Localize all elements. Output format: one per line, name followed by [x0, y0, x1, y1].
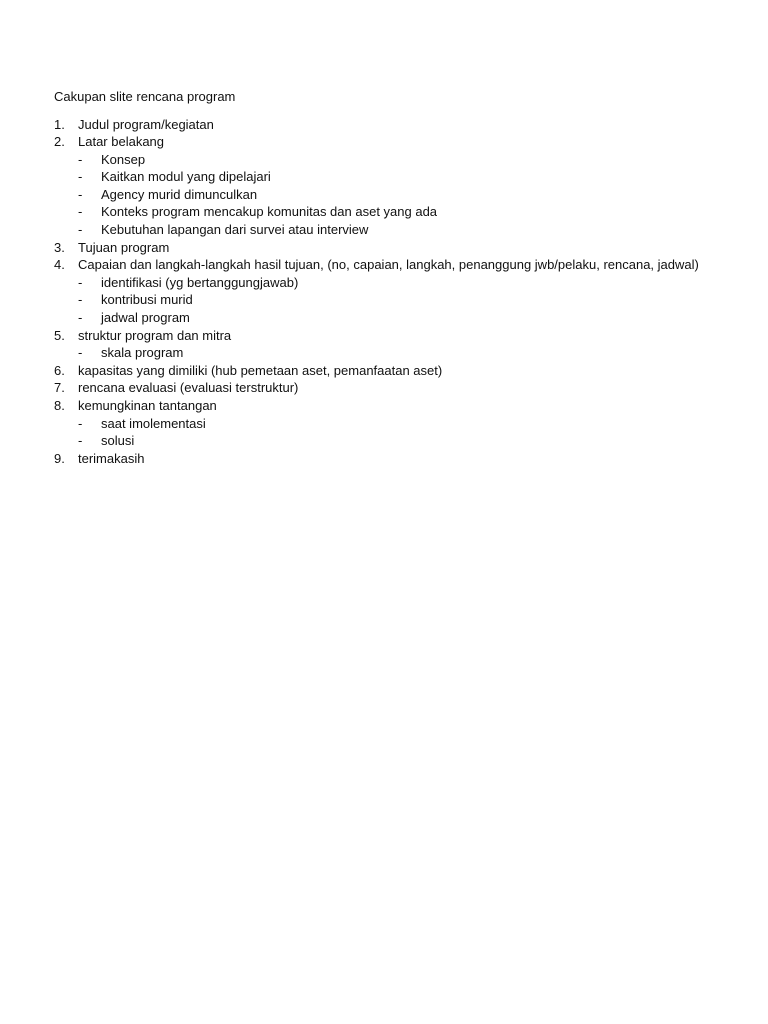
item-text: Judul program/kegiatan: [78, 116, 214, 132]
item-text: Tujuan program: [78, 239, 170, 255]
item-number: 7.: [54, 380, 65, 396]
item-number: 2.: [54, 134, 65, 150]
item-number: 3.: [54, 239, 65, 255]
outline-subitem: [54, 291, 754, 309]
bullet-dash: -: [78, 151, 83, 167]
document-title: Cakupan slite rencana program: [54, 89, 236, 104]
outline-item: [54, 133, 754, 151]
bullet-dash: -: [78, 186, 83, 202]
outline-item: [54, 379, 754, 397]
bullet-dash: -: [78, 274, 83, 290]
item-text: struktur program dan mitra: [78, 327, 232, 343]
bullet-dash: -: [78, 169, 83, 185]
outline-item: [54, 239, 754, 257]
subitem-text: saat imolementasi: [101, 415, 206, 431]
subitem-text: skala program: [101, 345, 184, 361]
item-text: Capaian dan langkah-langkah hasil tujuan, (no, capaian, langkah, penanggung jwb/pelaku, rencana, jadwal): [78, 257, 699, 273]
item-number: 9.: [54, 450, 65, 466]
subitem-text: identifikasi (yg bertanggungjawab): [101, 274, 299, 290]
subitem-text: kontribusi murid: [101, 292, 193, 308]
outline-item: [54, 116, 754, 134]
item-text: rencana evaluasi (evaluasi terstruktur): [78, 380, 299, 396]
outline-subitem: [54, 221, 754, 239]
outline-subitem: [54, 309, 754, 327]
subitem-text: Konsep: [101, 151, 146, 167]
subitem-text: jadwal program: [101, 310, 190, 326]
item-number: 8.: [54, 398, 65, 413]
outline-subitem: [54, 432, 754, 450]
outline-subitem: [54, 151, 754, 169]
bullet-dash: -: [78, 415, 83, 431]
bullet-dash: -: [78, 433, 83, 449]
subitem-text: solusi: [101, 433, 135, 449]
outline-item: [54, 450, 754, 468]
outline-item: [54, 256, 754, 274]
bullet-dash: -: [78, 292, 83, 308]
item-number: 6.: [54, 362, 65, 378]
subitem-text: Kaitkan modul yang dipelajari: [101, 169, 271, 185]
outline-subitem: [54, 274, 754, 292]
bullet-dash: -: [78, 345, 83, 361]
item-number: 4.: [54, 257, 65, 273]
bullet-dash: -: [78, 310, 83, 326]
outline-subitem: [54, 186, 754, 204]
subitem-text: Kebutuhan lapangan dari survei atau interview: [101, 222, 369, 238]
item-text: kemungkinan tantangan: [78, 398, 217, 413]
outline-subitem: [54, 344, 754, 362]
outline-subitem: [54, 415, 754, 433]
item-text: terimakasih: [78, 450, 145, 466]
outline-item: [54, 327, 754, 345]
bullet-dash: -: [78, 222, 83, 238]
outline-subitem: [54, 203, 754, 221]
numbered-outline: [54, 116, 754, 468]
item-text: Latar belakang: [78, 134, 165, 150]
outline-subitem: [54, 168, 754, 186]
bullet-dash: -: [78, 204, 83, 220]
subitem-text: Konteks program mencakup komunitas dan aset yang ada: [101, 204, 438, 220]
item-number: 1.: [54, 116, 65, 132]
outline-item: [54, 362, 754, 380]
subitem-text: Agency murid dimunculkan: [101, 186, 258, 202]
outline-item: [54, 397, 754, 415]
item-number: 5.: [54, 327, 65, 343]
item-text: kapasitas yang dimiliki (hub pemetaan aset, pemanfaatan aset): [78, 362, 443, 378]
